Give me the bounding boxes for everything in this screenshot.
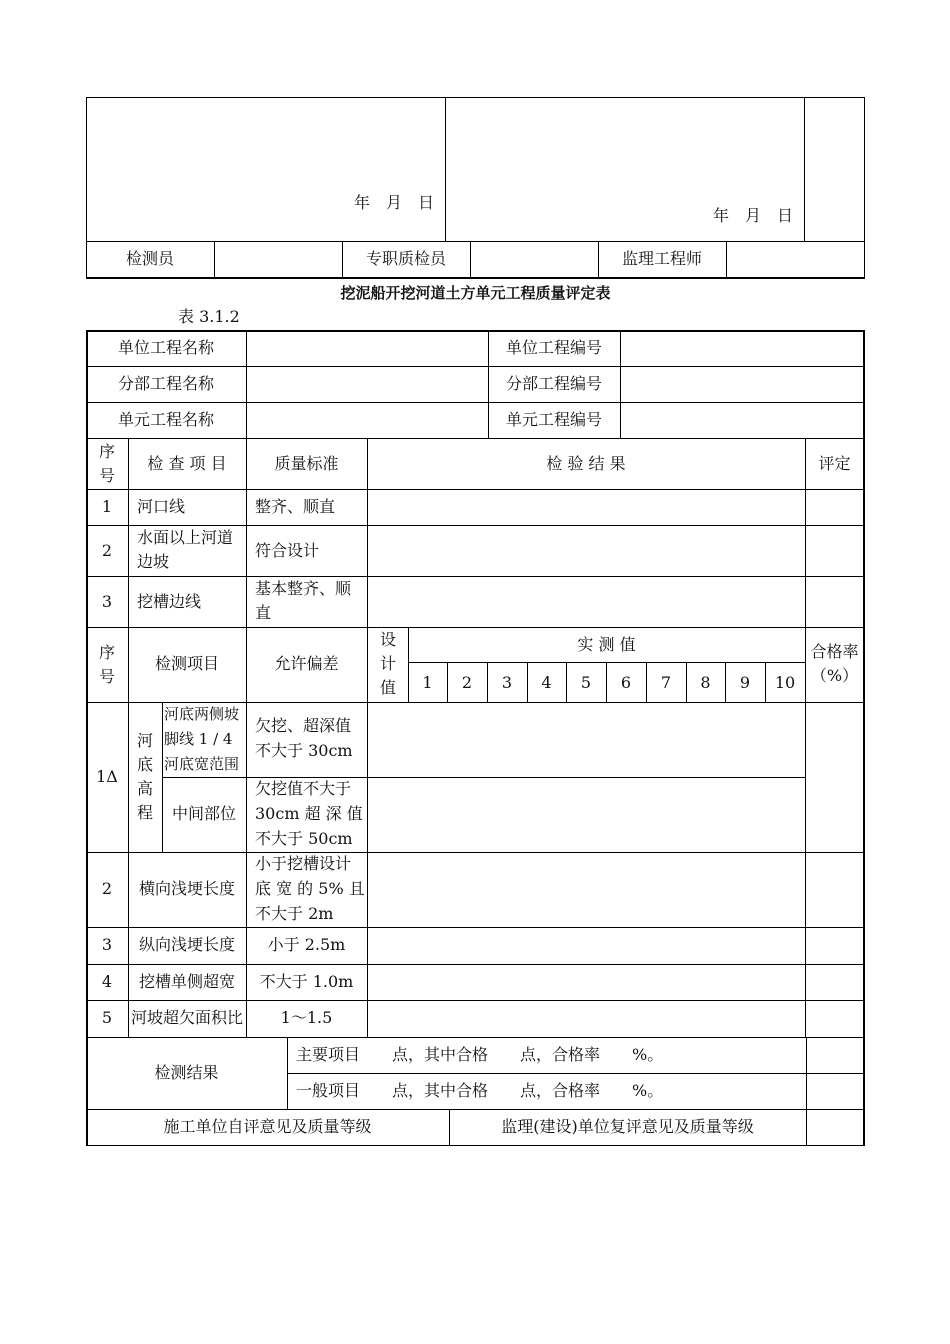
table-row: 纵向浅埂长度 — [138, 935, 235, 954]
supervision-opinion-label: 监理(建设)单位复评意见及质量等级 — [501, 1117, 754, 1136]
element-no-label: 单元工程编号 — [505, 410, 602, 429]
table-row: 直 — [255, 603, 272, 622]
inspection-result-label: 检测结果 — [154, 1063, 219, 1082]
measure-number: 1 — [422, 673, 433, 692]
quality-inspector-label: 专职质检员 — [365, 249, 446, 268]
measure-number: 7 — [660, 673, 672, 692]
division-name-label: 分部工程名称 — [117, 374, 214, 393]
measured-values-header: 实 测 值 — [577, 635, 636, 654]
table-row: 挖槽单侧超宽 — [138, 972, 235, 991]
table-row: 横向浅埂长度 — [138, 879, 235, 898]
table-row: 整齐、顺直 — [255, 497, 336, 516]
main-items-line: 主要项目 点，其中合格 点，合格率 %。 — [296, 1045, 664, 1064]
table-row: 4 — [101, 972, 113, 991]
table-row: 脚线 1 / 4 — [164, 730, 233, 748]
table-row: 欠挖值不大于 — [255, 779, 352, 798]
measure-number: 10 — [774, 673, 796, 692]
table-row: 不大于 1.0m — [259, 972, 354, 991]
table-row: 2 — [101, 541, 113, 560]
measure-number: 3 — [501, 673, 513, 692]
table-row: 3 — [101, 935, 113, 954]
tolerance-header: 允许偏差 — [274, 654, 339, 673]
table-row: 河底宽范围 — [164, 755, 240, 773]
table-row: 3 — [101, 592, 113, 611]
table-number: 表 3.1.2 — [178, 307, 240, 326]
general-items-line: 一般项目 点，其中合格 点，合格率 %。 — [296, 1081, 664, 1100]
table-row: 30cm 超 深 值 — [255, 804, 363, 823]
table-row: 不大于 2m — [255, 904, 334, 923]
check-seq-header: 序号 — [98, 442, 115, 485]
pass-rate-unit: （%） — [810, 666, 859, 685]
check-result-header: 检 验 结 果 — [546, 454, 626, 473]
table-row: 符合设计 — [255, 541, 320, 560]
table-row: 1 — [101, 497, 113, 516]
measure-seq-header: 序号 — [98, 643, 115, 686]
table-row: 1～1.5 — [280, 1008, 333, 1027]
unit-project-name-label: 单位工程名称 — [117, 338, 214, 357]
table-row: 边坡 — [137, 552, 170, 571]
design-value-header: 设计值 — [379, 630, 396, 697]
supervisor-label: 监理工程师 — [621, 249, 702, 268]
table-row: 不大于 30cm — [255, 741, 353, 760]
table-row: 河底两侧坡 — [164, 705, 240, 723]
table-row: 5 — [101, 1008, 113, 1027]
check-rating-header: 评定 — [818, 454, 851, 473]
table-row: 水面以上河道 — [137, 528, 234, 547]
table-row: 欠挖、超深值 — [255, 716, 352, 735]
measure-number: 6 — [620, 673, 632, 692]
inspector-label: 检测员 — [125, 249, 174, 268]
table-row: 不大于 50cm — [255, 829, 353, 848]
pass-rate-header: 合格率 — [810, 642, 859, 661]
measure-number: 5 — [580, 673, 592, 692]
table-row: 中间部位 — [171, 804, 236, 823]
table-row: 基本整齐、顺 — [255, 579, 352, 598]
date-left: 年 月 日 — [354, 193, 435, 212]
table-row: 底 宽 的 5% 且 — [255, 879, 365, 898]
table-row: 1Δ — [96, 767, 118, 786]
table-row: 河口线 — [137, 497, 186, 516]
check-standard-header: 质量标准 — [274, 454, 339, 473]
check-item-header: 检 查 项 目 — [147, 454, 227, 473]
table-row: 河底高程 — [136, 731, 153, 822]
table-row: 小于 2.5m — [267, 935, 346, 954]
measure-number: 2 — [461, 673, 473, 692]
measure-number: 4 — [541, 673, 552, 692]
table-row: 河坡超欠面积比 — [130, 1008, 243, 1027]
element-name-label: 单元工程名称 — [117, 410, 214, 429]
table-row: 小于挖槽设计 — [255, 854, 352, 873]
table-row: 2 — [101, 879, 113, 898]
measure-item-header: 检测项目 — [154, 654, 219, 673]
table-row: 挖槽边线 — [137, 592, 202, 611]
unit-project-no-label: 单位工程编号 — [505, 338, 602, 357]
date-right: 年 月 日 — [713, 206, 794, 225]
contractor-opinion-label: 施工单位自评意见及质量等级 — [163, 1117, 372, 1136]
form-title: 挖泥船开挖河道土方单元工程质量评定表 — [340, 284, 611, 302]
measure-number: 9 — [739, 673, 751, 692]
division-no-label: 分部工程编号 — [505, 374, 602, 393]
measure-number: 8 — [700, 673, 711, 692]
